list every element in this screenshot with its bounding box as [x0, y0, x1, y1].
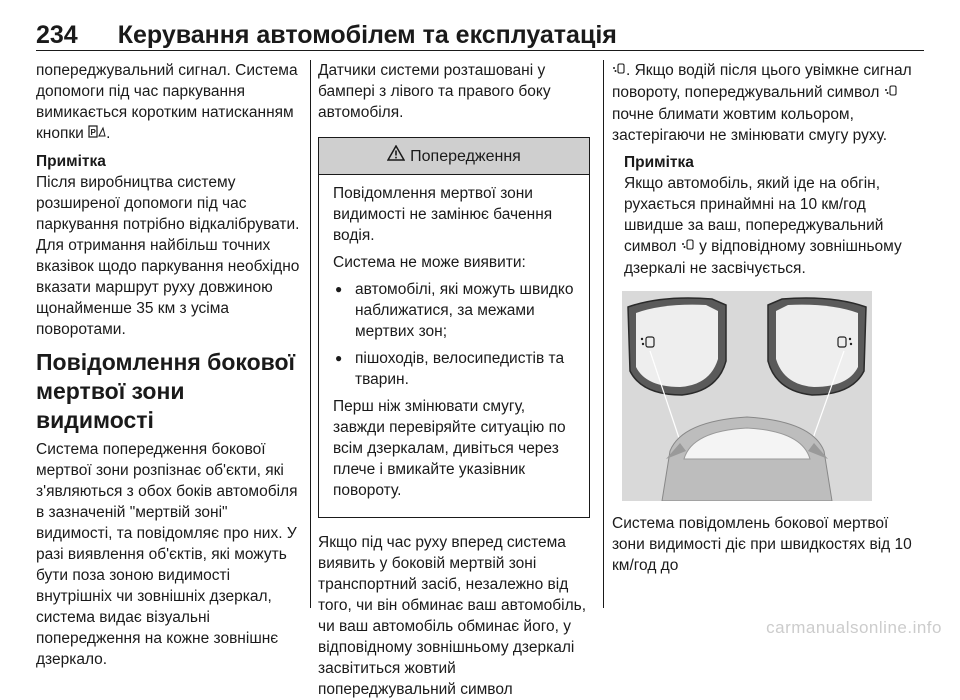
section-heading: Повідомлення бокової мертвої зони видимості [36, 349, 296, 433]
paragraph: Система попередження бокової мертвої зони розпізнає об'єкти, які з'являються з обох боків автомобіля в зазначеній "мертвій зоні" видимості, та повідомляє про них. У разі виявлення об'єктів, які можуть бути поза зоною видимості внутрішніх чи зовнішніх дзеркал, система видає візуальні попередження на кожне зовнішнє дзеркало. [36, 441, 298, 668]
paragraph: попереджувальний сигнал. Система допомоги під час паркування вимикається коротким натисканням кнопки P . [36, 60, 302, 145]
warning-text: Повідомлення мертвої зони видимості не замінює бачення водія. [333, 185, 553, 244]
column-3 [612, 60, 912, 576]
blind-spot-warning-icon [681, 237, 695, 258]
warning-triangle-icon [387, 145, 405, 167]
column-1 [36, 60, 302, 670]
page-header [36, 8, 936, 48]
note-text: Якщо автомобіль, який іде на обгін, рухається принаймні на 10 км/год швидше за ваш, попереджувальний символ у відповідному зовнішньому дзеркалі не засвічується. [624, 175, 902, 277]
paragraph: Датчики системи розташовані у бампері з лівого та правого боку автомобіля. [318, 62, 551, 121]
warning-box [318, 137, 590, 518]
side-mirror-illustration [622, 291, 872, 501]
column-divider [603, 60, 604, 608]
page-title: Керування автомобілем та експлуатація [117, 21, 617, 49]
page-number: 234 [36, 21, 78, 49]
parking-assist-off-icon [88, 124, 106, 145]
note-text: Після виробництва систему розширеної допомоги під час паркування потрібно відкалібрувати. Для отримання найбільш точних вказівок щодо паркування необхідно вказати маршрут руху довжиною щонайменше 35 км з усіма поворотами. [36, 174, 300, 338]
paragraph: Якщо під час руху вперед система виявить у боковій мертвій зоні транспортний засіб, незалежно від того, чи він обминає ваш автомобіль, чи ваш автомобіль обминає його, у відповідному зовнішньому дзеркалі засвітиться жовтий попереджувальний символ [318, 534, 587, 698]
paragraph: Система повідомлень бокової мертвої зони видимості діє при швидкостях від 10 км/год до [612, 515, 912, 574]
warning-text: Система не може виявити: [333, 254, 526, 271]
warning-text: Перш ніж змінювати смугу, завжди перевіряйте ситуацію по всім дзеркалам, дивіться через плече і вмикайте указівник повороту. [333, 398, 566, 499]
warning-list [333, 279, 575, 390]
warning-header [319, 138, 589, 175]
blind-spot-warning-icon [884, 83, 898, 104]
blind-spot-warning-icon [612, 61, 626, 82]
header-rule [36, 50, 924, 51]
list-item: ● автомобілі, які можуть швидко наближатися, за межами мертвих зон; [333, 279, 575, 342]
list-item: ● пішоходів, велосипедистів та тварин. [333, 348, 575, 390]
warning-title: Попередження [410, 147, 521, 165]
watermark: carmanualsonline.info [766, 618, 942, 637]
note [612, 152, 912, 279]
note-title: Примітка [36, 153, 106, 170]
column-divider [310, 60, 311, 608]
svg-text:P: P [90, 128, 96, 137]
note-title: Примітка [624, 154, 694, 171]
paragraph: . Якщо водій після цього увімкне сигнал повороту, попереджувальний символ почне блимати жовтим кольором, застерігаючи не змінювати смугу руху. [612, 62, 912, 144]
warning-body [319, 175, 589, 517]
column-2 [318, 60, 594, 700]
